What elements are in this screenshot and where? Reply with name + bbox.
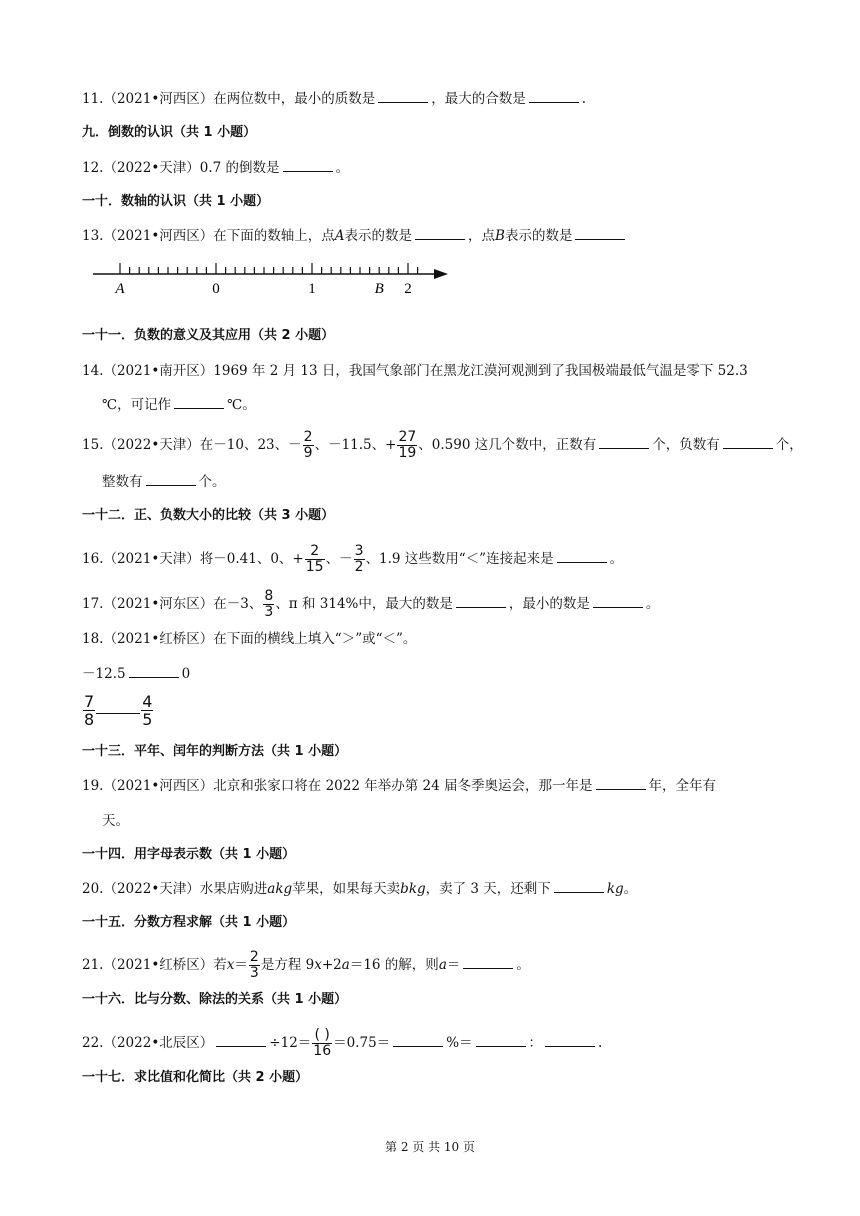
section-heading: 一十．数轴的认识（共 1 小题） [82, 194, 270, 209]
fraction: $\frac{2}{3}$ [249, 949, 259, 981]
question-13: 13.（2021•河西区）在下面的数轴上，点A表示的数是 ，点B表示的数是 [82, 226, 628, 246]
question-19: 19.（2021•河西区）北京和张家口将在 2022 年举办第 24 届冬季奥运会，那一年是 年，全年有 [82, 778, 716, 794]
answer-blank[interactable] [283, 158, 333, 172]
fraction: $\frac{4}{5}$ [142, 692, 153, 729]
answer-blank[interactable] [593, 594, 643, 608]
question-19-continued: 天。 [102, 813, 129, 829]
question-20: 20.（2022•天津）水果店购进akg苹果，如果每天卖bkg，卖了 3 天，还剩下 kg。 [82, 881, 638, 897]
answer-blank[interactable] [575, 226, 625, 240]
question-22: 22.（2022•北辰区） ÷12＝ $\frac{( )}{16}$ ＝0.75＝ %＝ ： . [82, 1027, 603, 1059]
section-heading: 一十六．比与分数、除法的关系（共 1 小题） [82, 992, 348, 1007]
question-21: 21.（2021•红桥区）若x＝ $\frac{2}{3}$ 是方程 9x+2a＝16 的解，则a＝ 。 [82, 949, 530, 981]
answer-blank[interactable] [456, 594, 506, 608]
section-heading: 一十四．用字母表示数（共 1 小题） [82, 847, 296, 862]
number-line-label: A [115, 281, 125, 297]
fraction: $\frac{2}{15}$ [305, 543, 324, 575]
question-15: 15.（2022•天津）在－10、23、－ $\frac{2}{9}$ 、－11.5、+ $\frac{27}{19}$ 、0.590 这几个数中，正数有 个，负数有 个， [82, 429, 803, 461]
question-15-continued: 整数有 个。 [102, 474, 226, 490]
fraction: $\frac{3}{2}$ [354, 543, 364, 575]
fraction: $\frac{8}{3}$ [264, 588, 274, 620]
section-heading: 一十七．求比值和化简比（共 2 小题） [82, 1070, 309, 1085]
answer-blank[interactable] [129, 664, 179, 678]
answer-blank[interactable] [557, 549, 607, 563]
number-line-label: B [374, 281, 384, 297]
fraction: $\frac{2}{9}$ [303, 429, 313, 461]
compare-row-1: －12.5 0 [82, 666, 191, 682]
fraction: $\frac{( )}{16}$ [313, 1027, 332, 1059]
fraction: $\frac{27}{19}$ [398, 429, 417, 461]
answer-blank[interactable] [146, 472, 196, 486]
page-footer: 第 2 页 共 10 页 [385, 1140, 475, 1154]
compare-row-2 [82, 693, 154, 728]
answer-blank[interactable] [96, 700, 140, 714]
question-14-continued: ℃，可记作 ℃。 [102, 397, 256, 413]
question-18: 18.（2021•红桥区）在下面的横线上填入“＞”或“＜”。 [82, 631, 417, 647]
answer-blank[interactable] [596, 776, 646, 790]
answer-blank[interactable] [529, 89, 579, 103]
number-line-label: 1 [308, 281, 316, 297]
answer-blank[interactable] [463, 955, 513, 969]
question-16: 16.（2021•天津）将－0.41、0、+ $\frac{2}{15}$ 、－ $\frac{3}{2}$ 、1.9 这些数用“＜”连接起来是 。 [82, 543, 624, 575]
answer-blank[interactable] [393, 1033, 443, 1047]
answer-blank[interactable] [174, 395, 224, 409]
answer-blank[interactable] [378, 89, 428, 103]
question-11: 11.（2021•河西区）在两位数中，最小的质数是 ，最大的合数是 . [82, 91, 587, 107]
answer-blank[interactable] [415, 226, 465, 240]
section-heading: 一十二．正、负数大小的比较（共 3 小题） [82, 508, 335, 523]
section-heading: 一十五．分数方程求解（共 1 小题） [82, 915, 296, 930]
number-line-label: 2 [404, 281, 412, 297]
question-17: 17.（2021•河东区）在－3、 $\frac{8}{3}$ 、π 和 314%中，最大的数是 ，最小的数是 。 [82, 588, 660, 620]
answer-blank[interactable] [723, 435, 773, 449]
answer-blank[interactable] [599, 435, 649, 449]
section-heading: 一十一．负数的意义及其应用（共 2 小题） [82, 328, 335, 343]
question-14: 14.（2021•南开区）1969 年 2 月 13 日，我国气象部门在黑龙江漠河观测到了我国极端最低气温是零下 52.3 [82, 363, 748, 379]
section-heading: 九．倒数的认识（共 1 小题） [82, 125, 257, 140]
fraction: $\frac{7}{8}$ [84, 692, 95, 729]
number-line-label: 0 [212, 281, 220, 297]
number-line [88, 256, 458, 300]
answer-blank[interactable] [476, 1033, 526, 1047]
answer-blank[interactable] [216, 1033, 266, 1047]
section-heading: 一十三．平年、闰年的判断方法（共 1 小题） [82, 744, 348, 759]
question-12: 12.（2022•天津）0.7 的倒数是 。 [82, 160, 350, 176]
arrow-icon [434, 269, 448, 279]
answer-blank[interactable] [554, 879, 604, 893]
answer-blank[interactable] [545, 1033, 595, 1047]
